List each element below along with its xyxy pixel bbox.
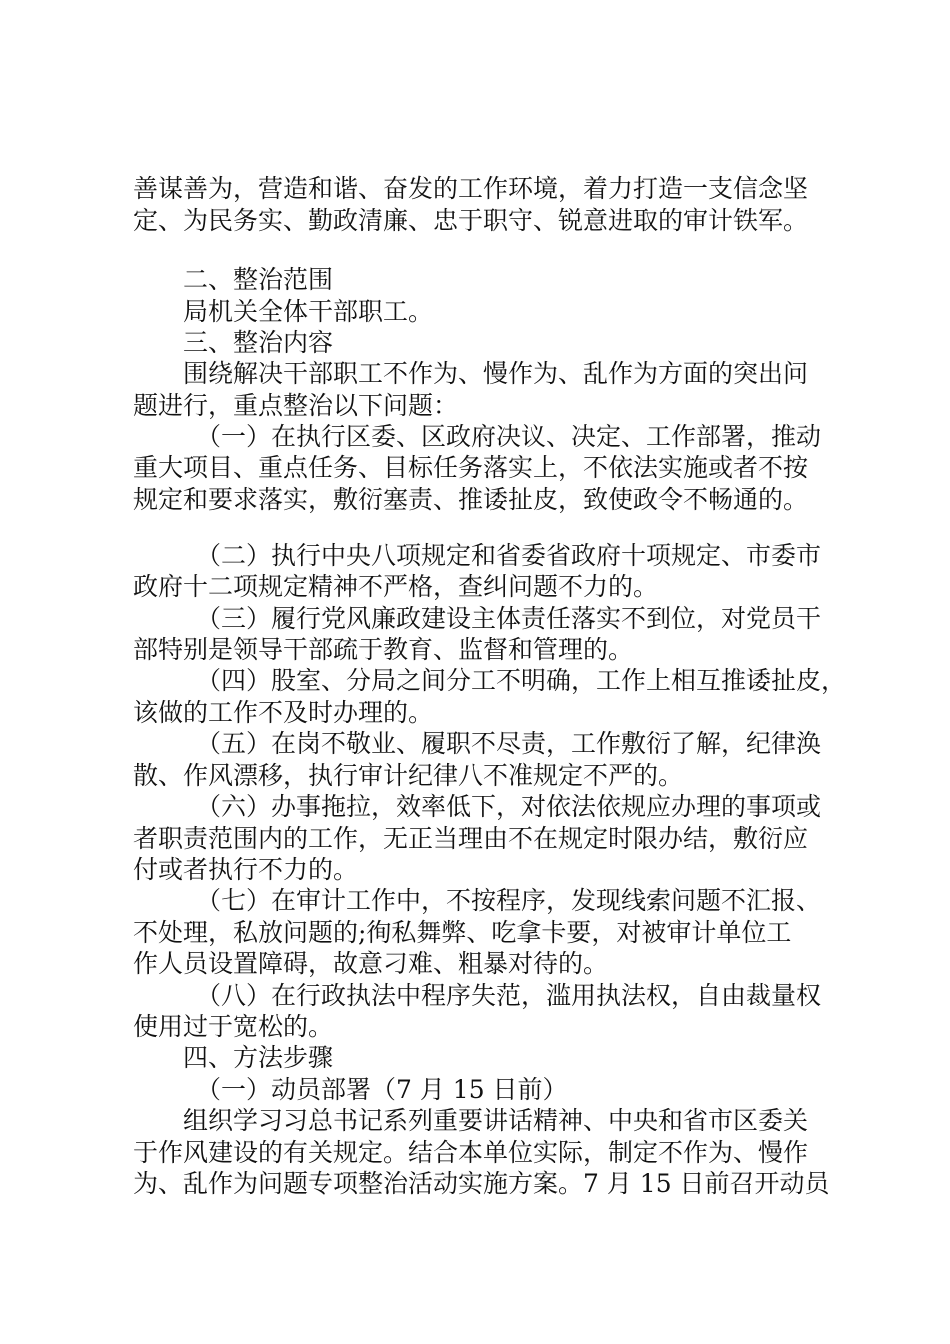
text-line: 重大项目、重点任务、目标任务落实上，不依法实施或者不按 <box>133 453 809 482</box>
list-item: （一）在执行区委、区政府决议、决定、工作部署，推动 <box>196 422 822 451</box>
list-item: （六）办事拖拉，效率低下，对依法依规应办理的事项或 <box>196 792 822 821</box>
text-line: 作人员设置障碍，故意刁难、粗暴对待的。 <box>133 949 609 978</box>
text-line: 付或者执行不力的。 <box>133 855 359 884</box>
text-line: 政府十二项规定精神不严格，查纠问题不力的。 <box>133 572 659 601</box>
section-heading-content: 三、整治内容 <box>183 328 334 357</box>
text-line: 为、乱作为问题专项整治活动实施方案。7 月 15 日前召开动员 <box>133 1169 830 1198</box>
text-line: 定、为民务实、勤政清廉、忠于职守、锐意进取的审计铁军。 <box>133 206 809 235</box>
text-line: 题进行，重点整治以下问题： <box>133 391 459 420</box>
text-line: 不处理，私放问题的;徇私舞弊、吃拿卡要，对被审计单位工 <box>133 918 792 947</box>
text-line: 善谋善为，营造和谐、奋发的工作环境，着力打造一支信念坚 <box>133 174 809 203</box>
text-line: 使用过于宽松的。 <box>133 1012 334 1041</box>
text-line: 于作风建设的有关规定。结合本单位实际，制定不作为、慢作 <box>133 1138 809 1167</box>
list-item: （七）在审计工作中，不按程序，发现线索问题不汇报、 <box>196 886 822 915</box>
list-item: （五）在岗不敬业、履职不尽责，工作敷衍了解，纪律涣 <box>196 729 822 758</box>
section-heading-scope: 二、整治范围 <box>183 265 334 294</box>
section-heading-steps: 四、方法步骤 <box>183 1043 334 1072</box>
text-line: 者职责范围内的工作，无正当理由不在规定时限办结，敷衍应 <box>133 824 809 853</box>
text-line: 组织学习习总书记系列重要讲话精神、中央和省市区委关 <box>183 1106 809 1135</box>
text-line: 规定和要求落实，敷衍塞责、推诿扯皮，致使政令不畅通的。 <box>133 485 809 514</box>
list-item: （三）履行党风廉政建设主体责任落实不到位，对党员干 <box>196 604 822 633</box>
list-item: （四）股室、分局之间分工不明确，工作上相互推诿扯皮， <box>196 666 847 695</box>
subheading: （一）动员部署（7 月 15 日前） <box>196 1075 568 1104</box>
text-line: 局机关全体干部职工。 <box>183 297 434 326</box>
list-item: （二）执行中央八项规定和省委省政府十项规定、市委市 <box>196 541 822 570</box>
list-item: （八）在行政执法中程序失范，滥用执法权，自由裁量权 <box>196 981 822 1010</box>
text-line: 该做的工作不及时办理的。 <box>133 698 434 727</box>
text-line: 部特别是领导干部疏于教育、监督和管理的。 <box>133 635 634 664</box>
text-line: 围绕解决干部职工不作为、慢作为、乱作为方面的突出问 <box>183 359 809 388</box>
text-line: 散、作风漂移，执行审计纪律八不准规定不严的。 <box>133 761 684 790</box>
